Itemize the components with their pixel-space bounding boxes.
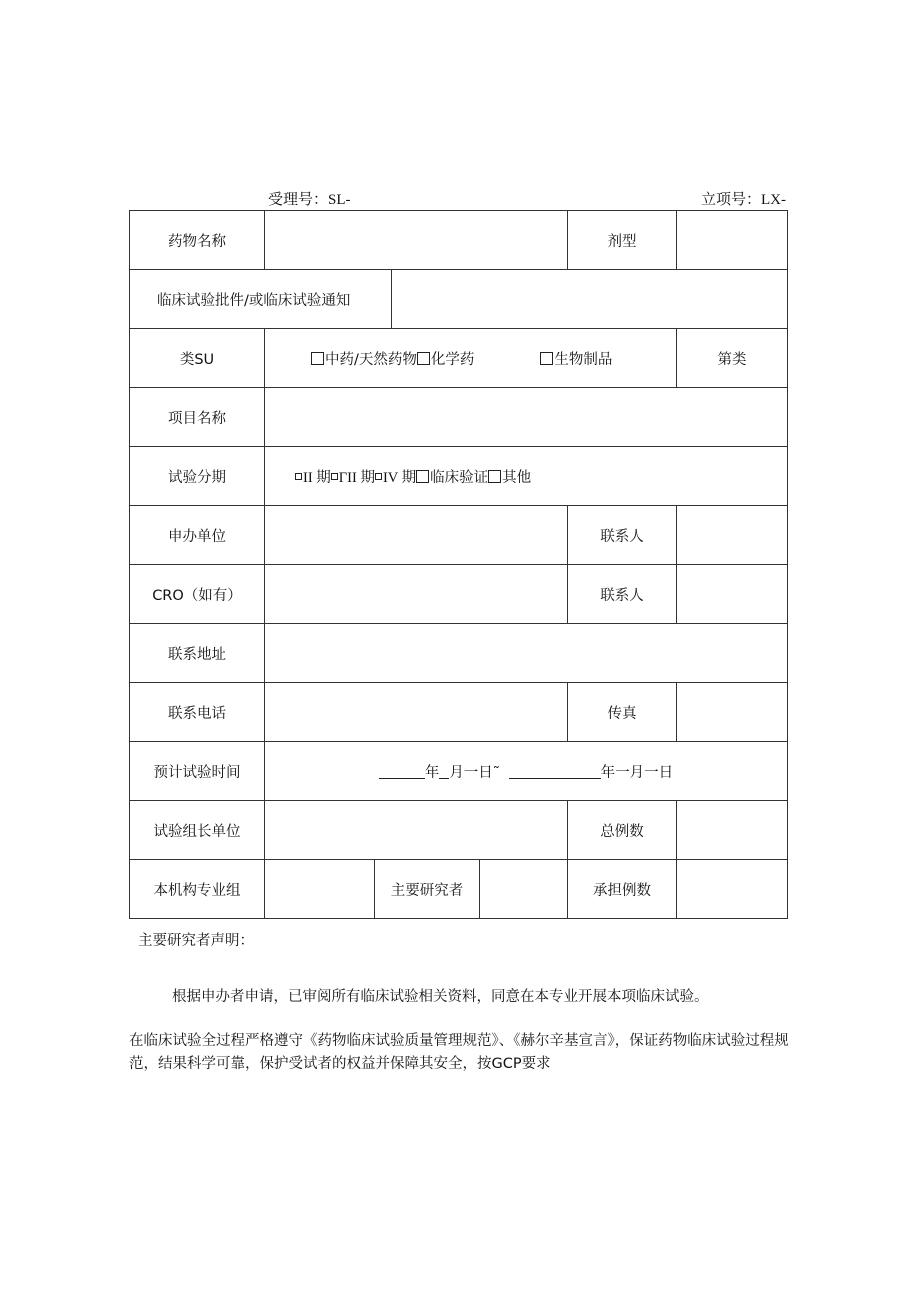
category-label: 类SU bbox=[130, 329, 265, 388]
cro-label: CRO（如有） bbox=[130, 565, 265, 624]
checkbox-tcm[interactable] bbox=[311, 352, 324, 365]
checkbox-clinical-verify[interactable] bbox=[416, 470, 429, 483]
our-group-label: 本机构专业组 bbox=[130, 860, 265, 919]
cro-contact-field[interactable] bbox=[677, 565, 788, 624]
category-class: 第类 bbox=[677, 329, 788, 388]
pi-label: 主要研究者 bbox=[375, 860, 480, 919]
declaration-paragraph-2: 在临床试验全过程严格遵守《药物临床试验质量管理规范》、《赫尔辛基宣言》，保证药物临床试验过程规范，结果科学可靠，保护受试者的权益并保障其安全，按GCP要求 bbox=[129, 1033, 789, 1072]
sponsor-field[interactable] bbox=[265, 506, 568, 565]
option-tcm: 中药/天然药物 bbox=[325, 351, 417, 368]
project-name-label: 项目名称 bbox=[130, 388, 265, 447]
month-day-start-unit: 月一日˜ bbox=[449, 764, 501, 781]
address-field[interactable] bbox=[265, 624, 788, 683]
acceptance-number: 受理号：SL- bbox=[268, 192, 351, 208]
year-end-blank[interactable] bbox=[509, 764, 601, 779]
option-phase-3: ΓII 期 bbox=[338, 469, 375, 486]
assumed-cases-field[interactable] bbox=[677, 860, 788, 919]
phone-field[interactable] bbox=[265, 683, 568, 742]
fax-label: 传真 bbox=[568, 683, 677, 742]
sponsor-contact-field[interactable] bbox=[677, 506, 788, 565]
application-form-table bbox=[129, 210, 788, 919]
cro-contact-label: 联系人 bbox=[568, 565, 677, 624]
sponsor-contact-label: 联系人 bbox=[568, 506, 677, 565]
drug-name-field[interactable] bbox=[265, 211, 568, 270]
declaration-title: 主要研究者声明： bbox=[138, 933, 254, 949]
phase-options bbox=[265, 447, 788, 506]
planned-time-label: 预计试验时间 bbox=[130, 742, 265, 801]
address-label: 联系地址 bbox=[130, 624, 265, 683]
lead-unit-label: 试验组长单位 bbox=[130, 801, 265, 860]
project-number: 立项号：LX- bbox=[701, 192, 786, 208]
declaration-paragraph-1: 根据申办者申请，已审阅所有临床试验相关资料，同意在本专业开展本项临床试验。 bbox=[172, 989, 709, 1005]
approval-field[interactable] bbox=[392, 270, 788, 329]
option-phase-4: IV 期 bbox=[382, 469, 417, 486]
our-group-field[interactable] bbox=[265, 860, 375, 919]
checkbox-phase-4[interactable] bbox=[375, 473, 382, 480]
checkbox-bio[interactable] bbox=[540, 352, 553, 365]
drug-name-label: 药物名称 bbox=[130, 211, 265, 270]
year-start-unit: 年 bbox=[424, 764, 440, 781]
checkbox-phase-3[interactable] bbox=[331, 473, 338, 480]
dosage-form-field[interactable] bbox=[677, 211, 788, 270]
total-cases-field[interactable] bbox=[677, 801, 788, 860]
category-options bbox=[265, 329, 677, 388]
phase-label: 试验分期 bbox=[130, 447, 265, 506]
lead-unit-field[interactable] bbox=[265, 801, 568, 860]
planned-time-field[interactable] bbox=[265, 742, 788, 801]
option-clinical-verify: 临床验证 bbox=[430, 469, 489, 486]
sponsor-label: 申办单位 bbox=[130, 506, 265, 565]
cro-field[interactable] bbox=[265, 565, 568, 624]
year-start-blank[interactable] bbox=[379, 764, 425, 779]
dosage-form-label: 剂型 bbox=[568, 211, 677, 270]
assumed-cases-label: 承担例数 bbox=[568, 860, 677, 919]
checkbox-chem[interactable] bbox=[417, 352, 430, 365]
checkbox-other[interactable] bbox=[488, 470, 501, 483]
option-chem: 化学药 bbox=[430, 351, 475, 368]
checkbox-phase-2[interactable] bbox=[295, 473, 302, 480]
option-bio: 生物制品 bbox=[554, 351, 613, 368]
month-start-blank[interactable] bbox=[439, 764, 449, 779]
fax-field[interactable] bbox=[677, 683, 788, 742]
end-date-unit: 年一月一日 bbox=[600, 764, 674, 781]
pi-field[interactable] bbox=[480, 860, 568, 919]
option-phase-2: II 期 bbox=[303, 469, 331, 486]
total-cases-label: 总例数 bbox=[568, 801, 677, 860]
phone-label: 联系电话 bbox=[130, 683, 265, 742]
project-name-field[interactable] bbox=[265, 388, 788, 447]
approval-label: 临床试验批件/或临床试验通知 bbox=[130, 270, 392, 329]
option-other: 其他 bbox=[502, 469, 532, 486]
